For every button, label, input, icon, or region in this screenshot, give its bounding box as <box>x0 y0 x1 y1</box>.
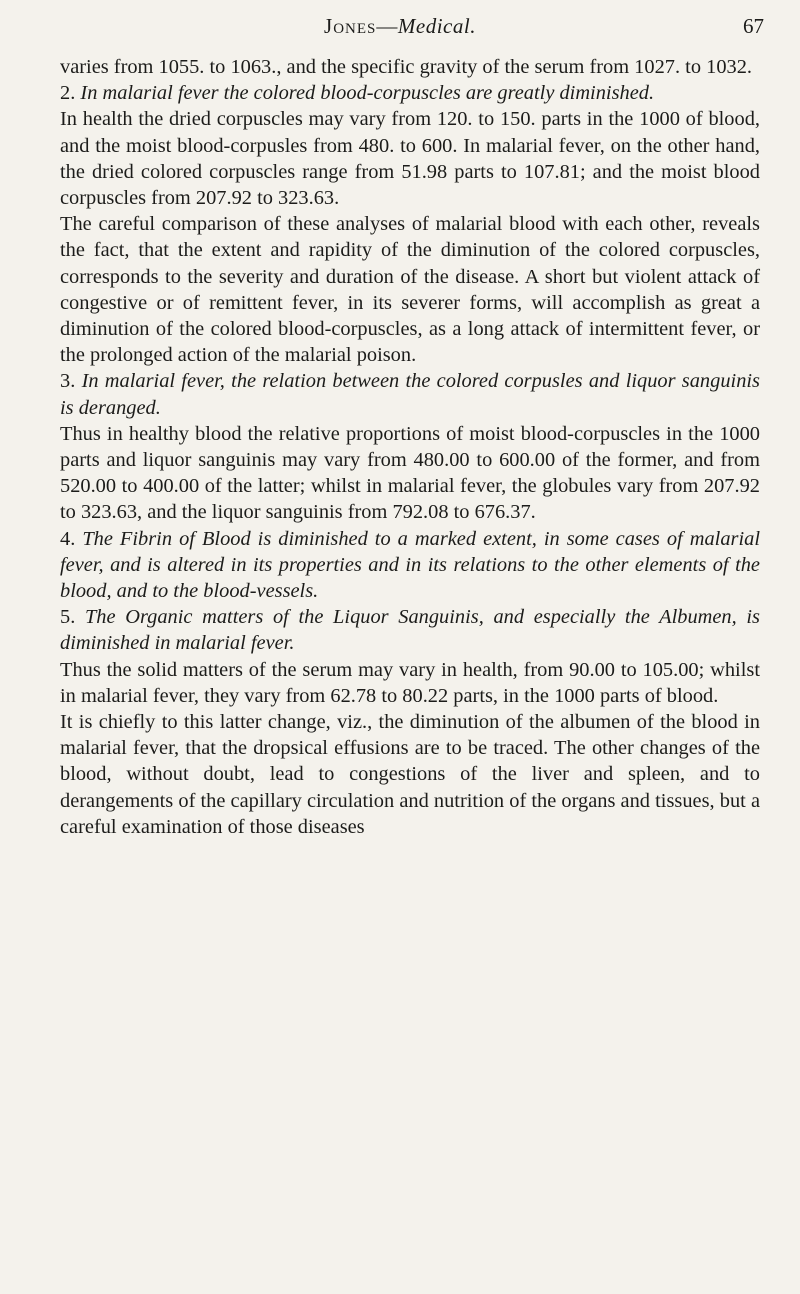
heading-text: In malarial fever the colored blood-corpuscles are greatly diminished. <box>80 82 655 105</box>
paragraph: varies from 1055. to 1063., and the specific gravity of the serum from 1027. to 1032. <box>60 56 752 78</box>
paragraph: Thus the solid matters of the serum may vary in health, from 90.00 to 105.00; whilst in malarial fever, they vary from 62.78 to 80.22 parts, in the 1000 parts of blood. <box>60 658 760 707</box>
heading-text: The Fibrin of Blood is diminished to a marked extent, in some cases of malarial fever, and is altered in its properties and in its relations to the other elements of the blood, and to the blood-vessels. <box>60 527 760 603</box>
heading-text: The Organic matters of the Liquor Sanguinis, and especially the Albumen, is diminished in malarial fever. <box>60 606 760 655</box>
numbered-heading <box>60 526 760 605</box>
heading-number: 5. <box>60 606 76 629</box>
body-text <box>60 54 760 840</box>
running-title <box>0 14 800 39</box>
numbered-heading <box>60 604 760 656</box>
running-header <box>0 14 800 44</box>
paragraph: It is chiefly to this latter change, viz., the diminution of the albumen of the blood in malarial fever, that the dropsical effusions are to be traced. The other changes of the blood, without doubt, lead to congestions of the liver and spleen, and to derangements of the capillary circulation and nutrition of the organs and tissues, but a careful examination of those diseases <box>60 711 760 838</box>
header-author: Jones <box>324 14 377 38</box>
header-separator: — <box>376 14 398 38</box>
heading-text: In malarial fever, the relation between the colored corpusles and liquor sanguinis is deranged. <box>60 370 760 419</box>
paragraph: The careful comparison of these analyses of malarial blood with each other, reveals the fact, that the extent and rapidity of the diminution of the colored corpuscles, corresponds to the severity and duration of the disease. A short but violent attack of congestive or of remittent fever, in its severer forms, will accomplish as great a diminution of the colored blood-corpuscles, as a long attack of intermittent fever, or the prolonged action of the malarial poison. <box>60 213 760 367</box>
heading-number: 3. <box>60 370 76 393</box>
page-number: 67 <box>743 14 764 38</box>
numbered-heading <box>60 80 760 106</box>
header-subject: Medical. <box>397 14 476 38</box>
paragraph: In health the dried corpuscles may vary from 120. to 150. parts in the 1000 of blood, and the moist blood-corpusles from 480. to 600. In malarial fever, on the other hand, the dried colored corpuscles range from 51.98 parts to 107.81; and the moist blood corpuscles from 207.92 to 323.63. <box>60 108 760 210</box>
heading-number: 2. <box>60 82 76 105</box>
heading-number: 4. <box>60 527 76 550</box>
paragraph: Thus in healthy blood the relative proportions of moist blood-corpuscles in the 1000 parts and liquor sanguinis may vary from 480.00 to 600.00 of the former, and from 520.00 to 400.00 of the latter; whilst in malarial fever, the globules vary from 207.92 to 323.63, and the liquor sanguinis from 792.08 to 676.37. <box>60 422 760 524</box>
numbered-heading <box>60 368 760 420</box>
